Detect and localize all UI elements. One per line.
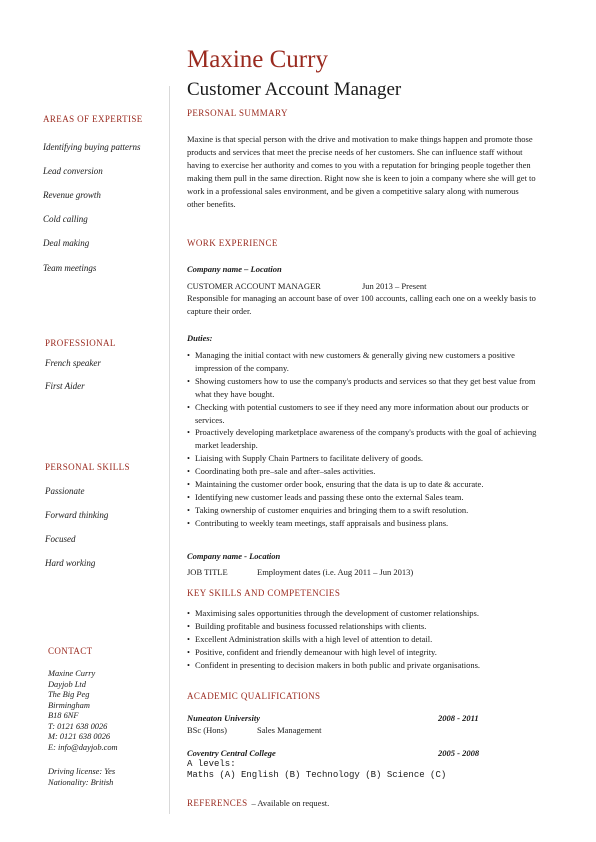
university-name: Nuneaton University <box>187 713 260 723</box>
duties-label: Duties: <box>187 333 213 343</box>
summary-text: Maxine is that special person with the drive and motivation to make things happen and promote those products and services that meet the precise needs of her customers. She can influence staff without having to exercise her authority and comes to you with a reputation for bringing people together then making them pull in the same direction. Right now she is keen to join a company where she will get to work in a professional sales environment, and be given a competitive salary along with numerous other benefits. <box>187 134 536 209</box>
skill-item: • Positive, confident and friendly demeanour with high level of integrity. <box>187 646 537 659</box>
skills-item: Passionate <box>45 486 85 496</box>
expertise-item: Deal making <box>43 238 90 248</box>
duty-item: • Identifying new customer leads and passing these onto the external Sales team. <box>187 491 537 504</box>
job1-dates: Jun 2013 – Present <box>362 281 427 291</box>
job2-company: Company name - Location <box>187 551 281 561</box>
driving-license: Driving license: Yes <box>48 767 116 776</box>
nationality: Nationality: British <box>48 778 114 787</box>
summary-heading: PERSONAL SUMMARY <box>187 108 288 118</box>
column-divider <box>169 86 170 814</box>
job1-company: Company name – Location <box>187 264 282 274</box>
duty-item: • Liaising with Supply Chain Partners to facilitate delivery of goods. <box>187 452 537 465</box>
expertise-item: Team meetings <box>43 263 97 273</box>
job1-role: CUSTOMER ACCOUNT MANAGER <box>187 281 321 291</box>
contact-mobile: M: 0121 638 0026 <box>48 732 111 741</box>
alevels-label: A levels: <box>187 759 236 769</box>
skill-item: • Building profitable and business focussed relationships with clients. <box>187 620 537 633</box>
expertise-heading: AREAS OF EXPERTISE <box>43 114 143 124</box>
job1-description: Responsible for managing an account base of over 100 accounts, calling each one on a weekly basis to capture their order. <box>187 293 536 316</box>
expertise-item: Revenue growth <box>43 190 101 200</box>
duty-item: • Coordinating both pre–sale and after–sales activities. <box>187 465 537 478</box>
college-name: Coventry Central College <box>187 748 276 758</box>
college-dates: 2005 - 2008 <box>438 748 480 758</box>
references-text: – Available on request. <box>251 798 330 808</box>
contact-postcode: B18 6NF <box>48 711 79 720</box>
expertise-item: Lead conversion <box>43 166 103 176</box>
duty-item: • Contributing to weekly team meetings, staff appraisals and business plans. <box>187 517 537 530</box>
skills-heading: PERSONAL SKILLS <box>45 462 130 472</box>
academic-heading: ACADEMIC QUALIFICATIONS <box>187 691 321 701</box>
references-line <box>187 793 329 811</box>
skills-item: Focused <box>45 534 76 544</box>
duty-item: • Proactively developing marketplace awareness of the company's products with the goal of achieving market leadership. <box>187 426 537 452</box>
duties-list <box>187 349 537 530</box>
skills-competencies-list <box>187 607 537 672</box>
contact-email[interactable]: E: info@dayjob.com <box>48 742 118 752</box>
skills-item: Hard working <box>45 558 96 568</box>
contact-block <box>48 669 118 753</box>
university-dates: 2008 - 2011 <box>438 713 479 723</box>
skills-item: Forward thinking <box>45 510 109 520</box>
experience-heading: WORK EXPERIENCE <box>187 238 278 248</box>
job-title: Customer Account Manager <box>187 79 402 100</box>
contact-telephone: T: 0121 638 0026 <box>48 721 108 731</box>
contact-heading: CONTACT <box>48 646 93 656</box>
contact-name: Maxine Curry <box>48 669 96 678</box>
degree-subject: Sales Management <box>257 725 322 735</box>
skill-item: • Confident in presenting to decision makers in both public and private organisations. <box>187 659 537 672</box>
contact-address: The Big Peg <box>48 690 90 699</box>
degree: BSc (Hons) <box>187 725 227 735</box>
skill-item: • Excellent Administration skills with a high level of attention to detail. <box>187 633 537 646</box>
contact-city: Birmingham <box>48 700 90 710</box>
skill-item: • Maximising sales opportunities through the development of customer relationships. <box>187 607 537 620</box>
duty-item: • Managing the initial contact with new customers & generally giving new customers a positive impression of the company. <box>187 349 537 375</box>
alevels-grades: Maths (A) English (B) Technology (B) Science (C) <box>187 770 447 780</box>
duty-item: • Showing customers how to use the company's products and services so that they get best value from what they have bought. <box>187 375 537 401</box>
expertise-item: Identifying buying patterns <box>43 142 141 152</box>
expertise-item: Cold calling <box>43 214 88 224</box>
professional-heading: PROFESSIONAL <box>45 338 116 348</box>
duty-item: • Checking with potential customers to see if they need any more information about our products or services. <box>187 401 537 427</box>
candidate-name: Maxine Curry <box>187 46 328 73</box>
references-heading: REFERENCES <box>187 798 248 808</box>
professional-item: First Aider <box>45 381 85 391</box>
duty-item: • Maintaining the customer order book, ensuring that the data is up to date & accurate. <box>187 478 537 491</box>
skills-competencies-heading: KEY SKILLS AND COMPETENCIES <box>187 588 341 598</box>
job2-dates: Employment dates (i.e. Aug 2011 – Jun 2013) <box>257 567 414 577</box>
duty-item: • Taking ownership of customer enquiries and bringing them to a swift resolution. <box>187 504 537 517</box>
professional-item: French speaker <box>45 358 101 368</box>
job2-role: JOB TITLE <box>187 567 228 577</box>
contact-company: Dayjob Ltd <box>48 679 86 689</box>
